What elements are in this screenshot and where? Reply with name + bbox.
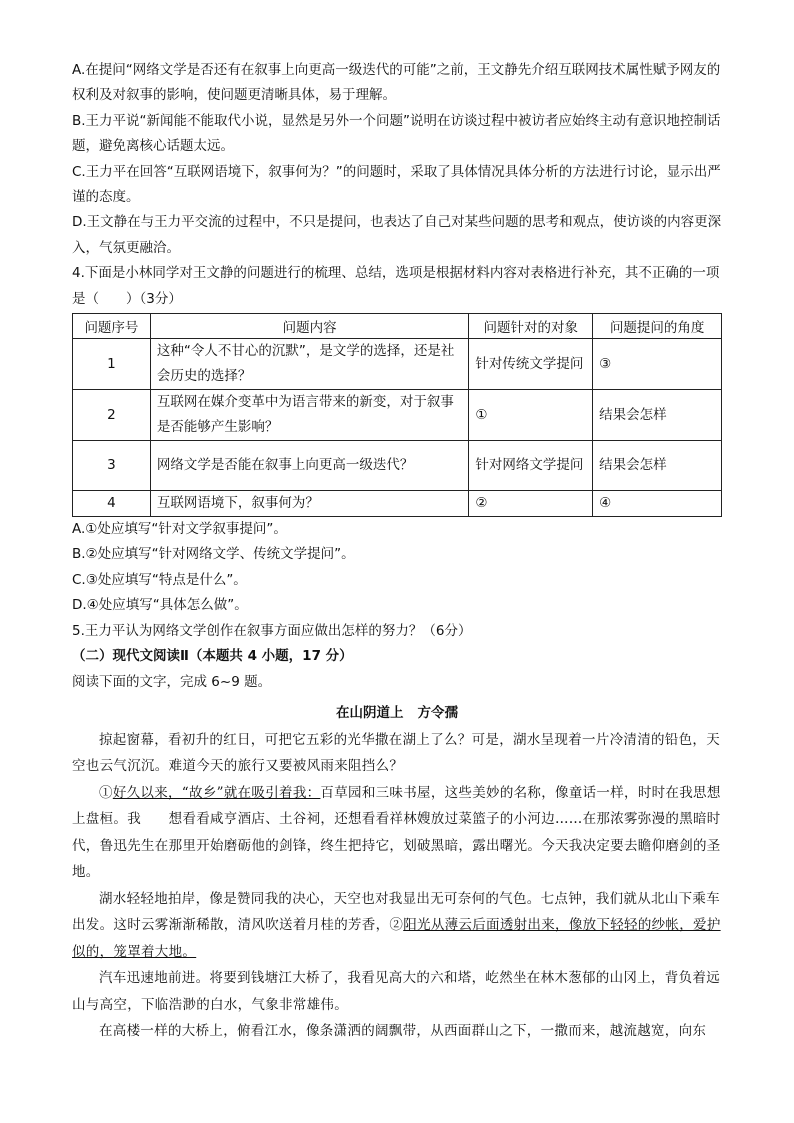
table-cell: 结果会怎样 xyxy=(593,390,722,441)
table-row xyxy=(73,339,722,390)
table-cell: 1 xyxy=(73,339,151,390)
table-header-cell: 问题提问的角度 xyxy=(593,314,722,339)
article-paragraph: 汽车迅速地前进。将要到钱塘江大桥了，我看见高大的六和塔，屹然坐在林木葱郁的山冈上，背负着远山与高空，下临浩渺的白水，气象非常雄伟。 xyxy=(72,970,720,1013)
q4-stem: 4.下面是小林同学对王文静的问题进行的梳理、总结，选项是根据材料内容对表格进行补充，其不正确的一项是（ ）（3分） xyxy=(72,265,720,307)
table-row xyxy=(73,491,722,517)
table-row xyxy=(73,390,722,441)
sentence-marker: ① xyxy=(99,784,113,801)
article-title: 在山阴道上 xyxy=(336,704,404,721)
table-cell: 互联网在媒介变革中为语言带来的新变，对于叙事是否能够产生影响？ xyxy=(150,390,468,441)
table-header-row xyxy=(73,314,722,339)
table-cell: 结果会怎样 xyxy=(593,441,722,491)
table-cell: 这种“令人不甘心的沉默”，是文学的选择，还是社会历史的选择？ xyxy=(150,339,468,390)
table-header-cell: 问题序号 xyxy=(73,314,151,339)
article-paragraph xyxy=(72,886,722,966)
table-header-cell: 问题内容 xyxy=(150,314,468,339)
question-table xyxy=(72,313,722,517)
q3-option-a: A.在提问“网络文学是否还有在叙事上向更高一级迭代的可能”之前，王文静先介绍互联网技术属性赋予网友的权利及对叙事的影响，使问题更清晰具体，易于理解。 xyxy=(72,62,721,104)
article-paragraph xyxy=(72,780,722,886)
section-instruction: 阅读下面的文字，完成 6~9 题。 xyxy=(72,673,272,690)
article-paragraph: 在高楼一样的大桥上，俯看江水，像条潇洒的阔飘带，从西面群山之下，一撒而来，越流越宽，向东 xyxy=(99,1023,707,1040)
table-cell: 互联网语境下，叙事何为？ xyxy=(150,491,468,517)
q3-option-b: B.王力平说“新闻能不能取代小说，显然是另外一个问题”说明在访谈过程中被访者应始终主动有意识地控制话题，避免离核心话题太远。 xyxy=(72,112,721,155)
table-header-cell: 问题针对的对象 xyxy=(469,314,593,339)
table-cell: 网络文学是否能在叙事上向更高一级迭代？ xyxy=(150,441,468,491)
table-cell: 针对传统文学提问 xyxy=(469,339,593,390)
paragraph-text: 百草园和三味书屋，这些美妙的名称，像童话一样，时时在我思想上盘桓。我 想看看咸亨酒店、土谷祠，还想看看祥林嫂放过菜篮子的小河边……在那浓雾弥漫的黑暗时代，鲁迅先生在那里开始磨砺他的剑锋，终生把持它，划破黑暗，露出曙光。今天我决定要去瞻仰磨剑的圣地。 xyxy=(72,784,721,881)
section-heading: （二）现代文阅读Ⅱ（本题共 4 小题，17 分） xyxy=(72,648,353,665)
q4-option-c: C.③处应填写“特点是什么”。 xyxy=(72,571,247,588)
q3-option-c: C.王力平在回答“互联网语境下，叙事何为？”的问题时，采取了具体情况具体分析的方法进行讨论，显示出严谨的态度。 xyxy=(72,163,721,206)
underlined-sentence: 阳光从薄云后面透射出来，像放下轻轻的纱帐，爱护似的，笼罩着大地。 xyxy=(72,917,721,960)
table-cell: ③ xyxy=(593,339,722,390)
table-cell: ① xyxy=(469,390,593,441)
table-cell: 4 xyxy=(73,491,151,517)
sentence-marker: ② xyxy=(389,917,404,934)
document-page xyxy=(72,58,722,1045)
question-5: 5.王力平认为网络文学创作在叙事方面应做出怎样的努力？（6分） xyxy=(72,622,472,639)
table-cell: 3 xyxy=(73,441,151,491)
table-cell: ② xyxy=(469,491,593,517)
article-author: 方令孺 xyxy=(417,704,458,721)
table-cell: 2 xyxy=(73,390,151,441)
q3-option-d: D.王文静在与王力平交流的过程中，不只是提问，也表达了自己对某些问题的思考和观点，使访谈的内容更深入，气氛更融洽。 xyxy=(72,214,722,256)
article-title-line xyxy=(72,699,722,727)
q4-option-b: B.②处应填写“针对网络文学、传统文学提问”。 xyxy=(72,546,355,563)
paragraph-text: 湖水轻轻地拍岸，像是赞同我的决心，天空也对我显出无可奈何的气色。七点钟，我们就从北山下乘车出发。这时云雾渐渐稀散，清风吹送着月桂的芳香， xyxy=(72,890,720,934)
article-paragraph: 掠起窗幕，看初升的红日，可把它五彩的光华撒在湖上了么？可是，湖水呈现着一片冷清清的铅色，天空也云气沉沉。难道今天的旅行又要被风雨来阻挡么？ xyxy=(72,731,720,775)
q4-option-a: A.①处应填写“针对文学叙事提问”。 xyxy=(72,521,287,538)
table-row xyxy=(73,441,722,491)
q4-option-d: D.④处应填写“具体怎么做”。 xyxy=(72,597,248,614)
table-cell: 针对网络文学提问 xyxy=(469,441,593,491)
table-cell: ④ xyxy=(593,491,722,517)
underlined-sentence: 好久以来，“故乡”就在吸引着我： xyxy=(112,784,321,801)
